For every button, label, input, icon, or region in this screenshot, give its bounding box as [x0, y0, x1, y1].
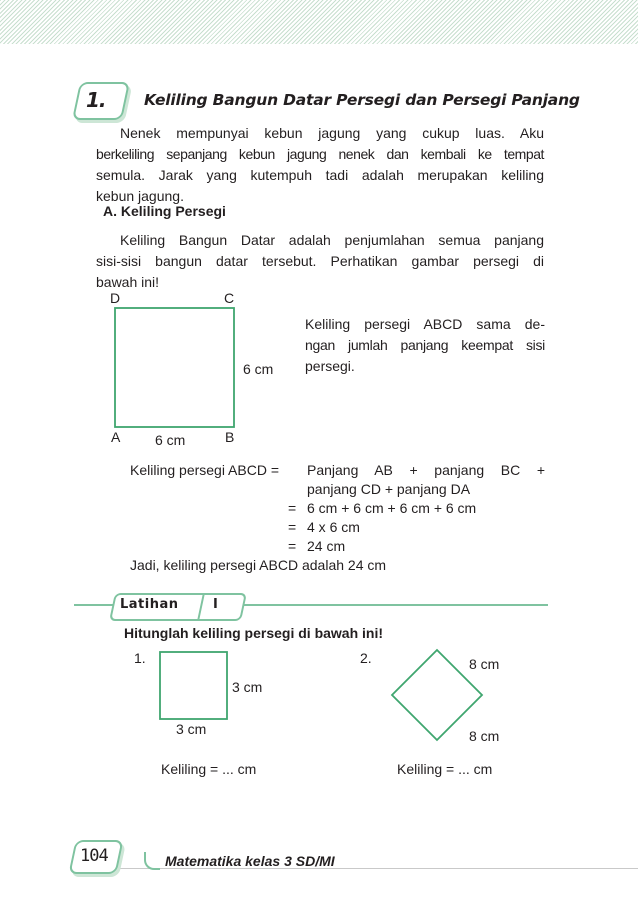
vertex-c: C	[224, 290, 235, 306]
figure-note-line: Keliling persegi ABCD sama de-	[305, 316, 545, 332]
section-number: 1.	[86, 88, 106, 112]
subsection-line: sisi-sisi bangun datar tersebut. Perhatikan gambar persegi di	[96, 253, 544, 269]
subsection-line: Keliling Bangun Datar adalah penjumlahan semua panjang	[120, 232, 544, 248]
subsection-title: A. Keliling Persegi	[103, 203, 226, 219]
exercise-square-1	[160, 652, 227, 719]
latihan-instruction: Hitunglah keliling persegi di bawah ini!	[124, 625, 384, 641]
side-label-bc: 6 cm	[243, 361, 274, 377]
intro-line: berkeliling sepanjang kebun jagung nenek dan kembali ke tempat	[96, 146, 544, 162]
calc-line-1: Panjang AB + panjang BC +	[307, 462, 545, 478]
vertex-d: D	[110, 290, 121, 306]
section-title: Keliling Bangun Datar Persegi dan Persegi Panjang	[144, 91, 580, 109]
calc-line-2: panjang CD + panjang DA	[307, 481, 471, 497]
calc-conclusion: Jadi, keliling persegi ABCD adalah 24 cm	[130, 557, 387, 573]
square-abcd	[115, 308, 234, 427]
figure-note-line: ngan jumlah panjang keempat sisi	[305, 337, 545, 353]
subsection-line: bawah ini!	[96, 274, 160, 290]
calc-eq: =	[288, 500, 297, 516]
page-number: 104	[80, 846, 108, 866]
exercise-2-side-bottom: 8 cm	[469, 728, 500, 744]
exercise-1-answer: Keliling = ... cm	[161, 761, 257, 777]
exercise-1-side-right: 3 cm	[232, 679, 263, 695]
calc-line-5: 24 cm	[307, 538, 346, 554]
vertex-b: B	[225, 429, 235, 445]
latihan-label: Latihan	[120, 597, 179, 612]
calc-eq: =	[288, 538, 297, 554]
exercise-1-number: 1.	[134, 650, 146, 666]
exercise-2-side-top: 8 cm	[469, 656, 500, 672]
vertex-a: A	[111, 429, 121, 445]
side-label-ab: 6 cm	[155, 432, 186, 448]
intro-line: semula. Jarak yang kutempuh tadi adalah merupakan keliling	[96, 167, 544, 183]
calc-line-3: 6 cm + 6 cm + 6 cm + 6 cm	[307, 500, 477, 516]
exercise-1-side-bottom: 3 cm	[176, 721, 207, 737]
latihan-number: I	[213, 597, 218, 612]
calc-line-4: 4 x 6 cm	[307, 519, 360, 535]
book-title: Matematika kelas 3 SD/MI	[165, 853, 335, 869]
intro-line: kebun jagung.	[96, 188, 184, 204]
intro-line: Nenek mempunyai kebun jagung yang cukup luas. Aku	[120, 125, 544, 141]
figure-note	[305, 314, 545, 377]
calc-lhs: Keliling persegi ABCD =	[130, 462, 280, 478]
exercise-2-answer: Keliling = ... cm	[397, 761, 493, 777]
footer-corner-decoration	[144, 852, 160, 870]
exercise-2-number: 2.	[360, 650, 372, 666]
figure-note-line: persegi.	[305, 358, 355, 374]
calc-eq: =	[288, 519, 297, 535]
